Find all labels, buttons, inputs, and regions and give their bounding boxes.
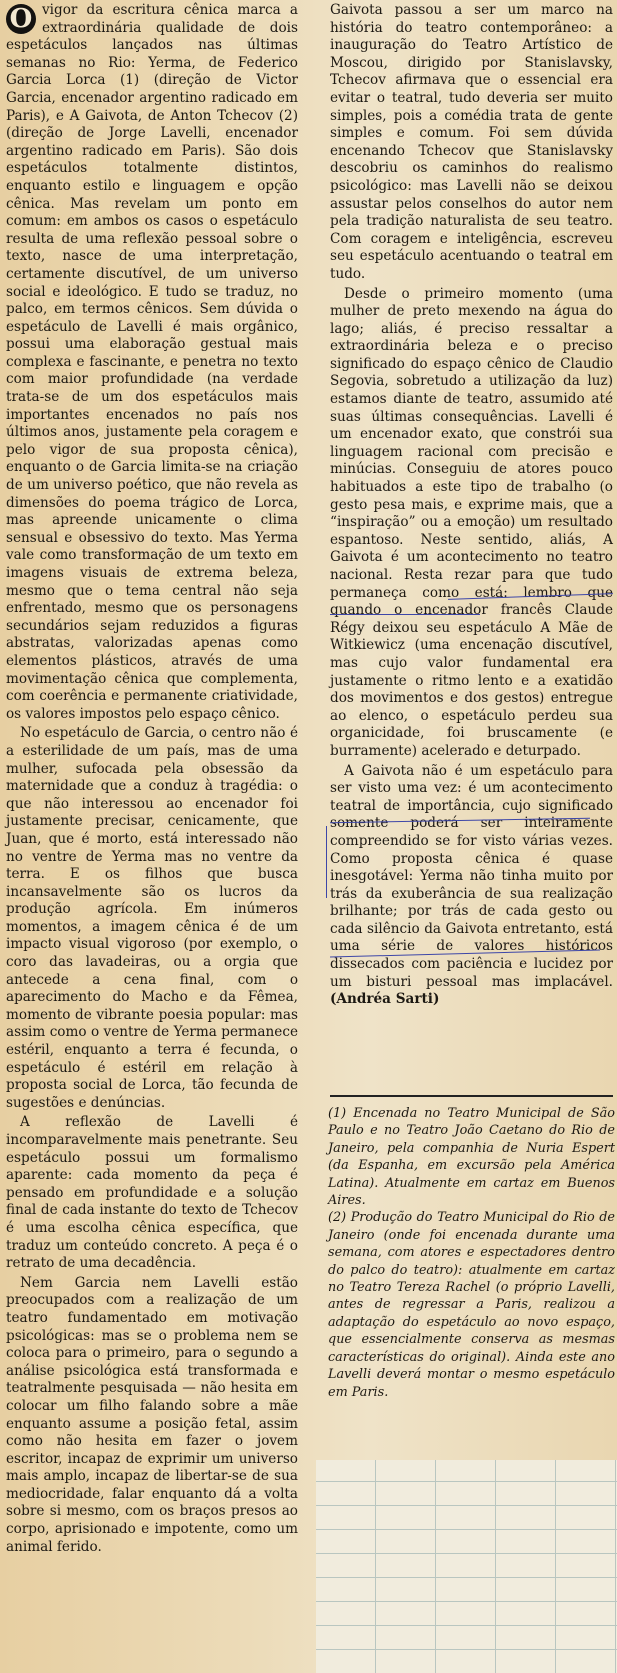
left-column	[6, 2, 298, 1558]
paragraph-2: No espetáculo de Garcia, o centro não é a esterilidade de um país, mas de uma mulher, sufocada pela obsessão da maternidade que a conduz à tragédia: o que não interessou ao encenador foi justamente precisar, cenicamente, que Juan, que é morto, está interessado não no ventre de Yerma mas no ventre da terra. E os filhos que busca incansavelmente são os lucros da produção agrícola. Em inúmeros momentos, a imagem cênica é de um impacto visual vigoroso (por exemplo, o coro das lavadeiras, ou a orgia que antecede a cena final, com o aparecimento do Macho e da Fêmea, momento de vibrante poesia popular: mas assim como o ventre de Yerma permanece estéril, enquanto a terra é fecunda, o espetáculo é estéril em relação à proposta social de Lorca, tão fecunda de sugestões e denúncias.	[6, 725, 298, 1111]
paragraph-3: A reflexão de Lavelli é incomparavelmente mais penetrante. Seu espetáculo possui um formalismo aparente: cada momento da peça é pensado em profundidade e a solução final de cada instante do texto de Tchecov é uma escolha cênica específica, que traduz um conteúdo concreto. A peça é o retrato de uma decadência.	[6, 1114, 298, 1272]
drop-cap: O	[6, 4, 36, 34]
paragraph-6: Desde o primeiro momento (uma mulher de preto mexendo na água do lago; aliás, é preciso ressaltar a extraordinária beleza e o preciso significado do espaço cênico de Claudio Segovia, sobretudo a utilização da luz) estamos diante de teatro, assumido até suas últimas consequências. Lavelli é um encenador exato, que constrói sua linguagem racional com precisão e minúcias. Conseguiu de atores pouco habituados a este tipo de trabalho (o gesto pesa mais, e exprime mais, que a “inspiração” ou a emoção) um resultado espantoso. Neste sentido, aliás, A Gaivota é um acontecimento no teatro nacional. Resta rezar para que tudo permaneça como está: lembro que quando o encenador francês Claude Régy deixou seu espetáculo A Mãe de Witkiewicz (uma encenação discutível, mas cujo valor fundamental era justamente o ritmo lento e a exatidão dos movimentos e dos gestos) entregue ao elenco, o espetáculo perdeu sua organicidade, foi bruscamente (e burramente) acelerado e deturpado.	[330, 285, 613, 759]
footnotes	[328, 1105, 615, 1401]
author-signature: (Andréa Sarti)	[330, 991, 440, 1008]
footnote-2: (2) Produção do Teatro Municipal do Rio de Janeiro (onde foi encenada durante uma semana, com atores e espectadores dentro do palco do teatro): atualmente em cartaz no Teatro Tereza Rachel (o próprio Lavelli, antes de regressar a Paris, realizou a adaptação do espetáculo ao novo espaço, que essencialmente conserva as mesmas características do original). Ainda este ano Lavelli deverá montar o mesmo espetáculo em Paris.	[328, 1210, 615, 1400]
right-column	[330, 2, 613, 1011]
paragraph-5: Gaivota passou a ser um marco na história do teatro contemporâneo: a inauguração do Teatro Artístico de Moscou, dirigido por Stanislavsky, Tchecov afirmava que o essencial era evitar o teatral, tudo deveria ser muito simples, pois a comédia trata de gente simples e comum. Foi sem dúvida encenando Tchecov que Stanislavsky descobriu os caminhos do realismo psicológico: mas Lavelli não se deixou assustar pelos conselhos do autor nem pela tradição naturalista de seu teatro. Com coragem e inteligência, escreveu seu espetáculo acentuando o teatral em tudo.	[330, 2, 613, 282]
pen-margin-mark	[326, 826, 327, 898]
graph-paper-backing	[316, 1460, 617, 1673]
paragraph-7	[330, 763, 613, 1009]
paragraph-1	[6, 2, 298, 723]
footnote-divider	[330, 1095, 613, 1097]
footnote-1: (1) Encenada no Teatro Municipal de São Paulo e no Teatro João Caetano do Rio de Janeiro, pela companhia de Nuria Espert (da Espanha, em excursão pela América Latina). Atualmente em cartaz em Buenos Aires.	[328, 1106, 615, 1209]
pen-underline-2	[330, 614, 480, 615]
paragraph-7-text: A Gaivota não é um espetáculo para ser visto uma vez: é um acontecimento teatral de importância, cujo significado somente poderá ser inteiramente compreendido se for visto várias vezes. Como proposta cênica é quase inesgotável: Yerma não tinha muito por trás da exuberância de sua realização brilhante; por trás de cada gesto ou cada silêncio da Gaivota entretanto, está uma série de valores históricos dissecados com paciência e lucidez por um bisturi pessoal mas implacável.	[330, 762, 613, 990]
paragraph-4: Nem Garcia nem Lavelli estão preocupados com a realização de um teatro fundamentado em motivação psicológicas: mas se o problema nem se coloca para o primeiro, para o segundo a análise psicológica está transformada e teatralmente pesquisada — não hesita em colocar um filho falando sobre a mãe enquanto assume a posição fetal, assim como não hesita em fazer o jovem escritor, incapaz de exprimir um universo mais amplo, incapaz de libertar-se de sua mediocridade, falar enquanto dá a volta sobre si mesmo, com os braços presos ao corpo, aprisionado e impotente, como um animal ferido.	[6, 1274, 298, 1555]
paragraph-1-text: vigor da escritura cênica marca a extraordinária qualidade de dois espetáculos lançados nas últimas semanas no Rio: Yerma, de Federico Garcia Lorca (1) (direção de Victor Garcia, encenador argentino radicado em Paris), e A Gaivota, de Anton Tchecov (2) (direção de Jorge Lavelli, encenador argentino radicado em Paris). São dois espetáculos totalmente distintos, enquanto estilo e linguagem e opção cênica. Mas revelam um ponto em comum: em ambos os casos o espetáculo resulta de uma reflexão pessoal sobre o texto, nasce de uma interpretação, certamente discutível, de um universo social e ideológico. E tudo se traduz, no palco, em termos cênicos. Sem dúvida o espetáculo de Lavelli é mais orgânico, possui uma elaboração gestual mais complexa e fascinante, e penetra no texto com maior profundidade (na verdade trata-se de um dos espetáculos mais importantes encenados no país nos últimos anos, justamente pela coragem e pelo vigor de sua proposta cênica), enquanto o de Garcia limita-se na criação de um universo poético, que não revela as dimensões do poema trágico de Lorca, mas apreende unicamente o clima sensual e obsessivo do texto. Mas Yerma vale como transformação de um texto em imagens visuais de extrema beleza, mesmo que o tema central não seja enfrentado, mesmo que os personagens secundários sejam reduzidos a figuras abstratas, valorizadas apenas como elementos plásticos, através de uma movimentação cênica que complementa, com coerência e permanente criatividade, os valores impostos pelo espaço cênico.	[6, 2, 298, 722]
